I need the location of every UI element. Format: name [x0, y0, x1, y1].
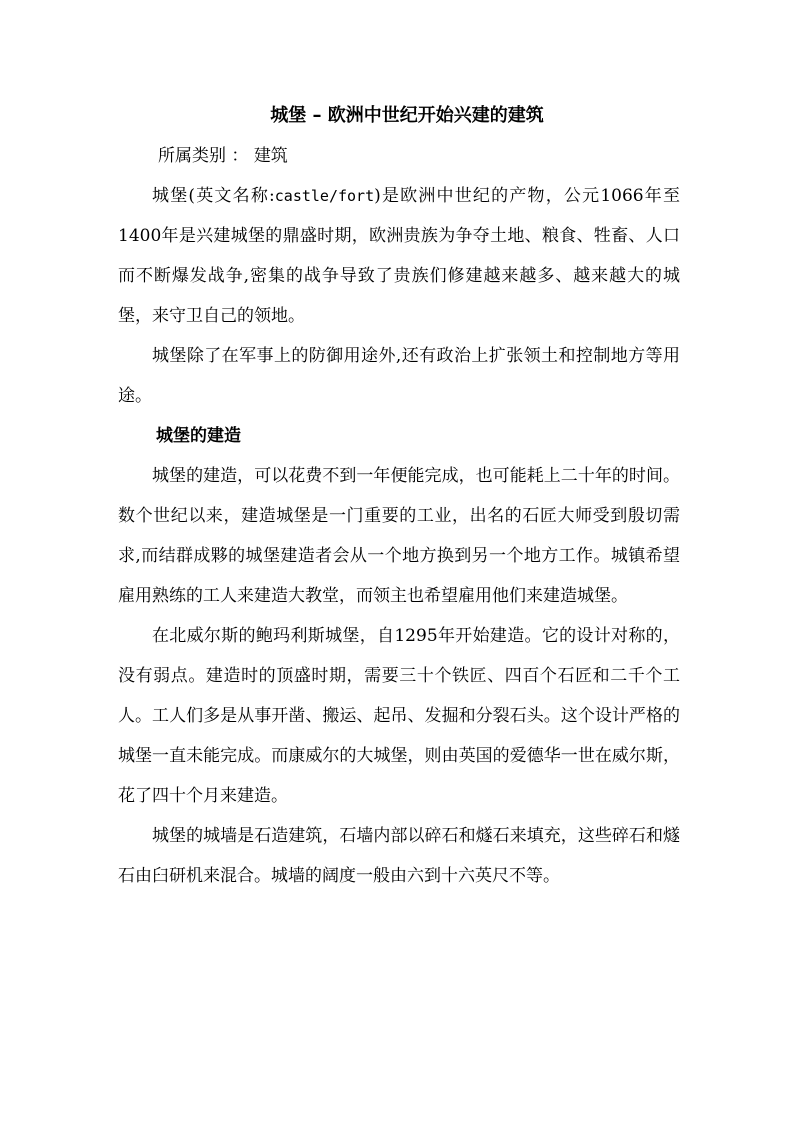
section-heading: 城堡的建造 — [156, 426, 241, 446]
paragraph-walls: 城堡的城墙是石造建筑，石墙内部以碎石和燧石来填充，这些碎石和燧石由臼研机来混合。城墙的阔度一般由六到十六英尺不等。 — [118, 826, 680, 886]
intro-rest: )是欧洲中世纪的产物，公元1066年至1400年是兴建城堡的鼎盛时期，欧洲贵族为争夺土地、粮食、牲畜、人口而不断爆发战争,密集的战争导致了贵族们修建越来越多、越来越大的城堡，来守卫自己的领地。 — [118, 186, 680, 326]
english-name: castle/fort — [274, 187, 375, 205]
paragraph-beaumaris: 在北威尔斯的鲍玛利斯城堡，自1295年开始建造。它的设计对称的，没有弱点。建造时的顶盛时期，需要三十个铁匠、四百个石匠和二千个工人。工人们多是从事开凿、搬运、起吊、发掘和分裂石头。这个设计严格的城堡一直未能完成。而康威尔的大城堡，则由英国的爱德华一世在威尔斯，花了四十个月来建造。 — [118, 626, 680, 806]
paragraph-uses: 城堡除了在军事上的防御用途外,还有政治上扩张领土和控制地方等用途。 — [118, 346, 680, 406]
category-line — [118, 136, 680, 176]
category-label: 所属类别 ： — [158, 146, 249, 166]
intro-prefix: 城堡(英文名称: — [152, 186, 275, 206]
paragraph-construction: 城堡的建造，可以花费不到一年便能完成，也可能耗上二十年的时间。数个世纪以来，建造城堡是一门重要的工业，出名的石匠大师受到殷切需求,而结群成夥的城堡建造者会从一个地方换到另一个地方工作。城镇希望雇用熟练的工人来建造大教堂，而领主也希望雇用他们来建造城堡。 — [118, 466, 680, 606]
intro-paragraph — [118, 176, 680, 336]
category-value: 建筑 — [253, 146, 288, 166]
document-body — [118, 96, 680, 896]
document-title: 城堡 – 欧洲中世纪开始兴建的建筑 — [270, 105, 544, 126]
